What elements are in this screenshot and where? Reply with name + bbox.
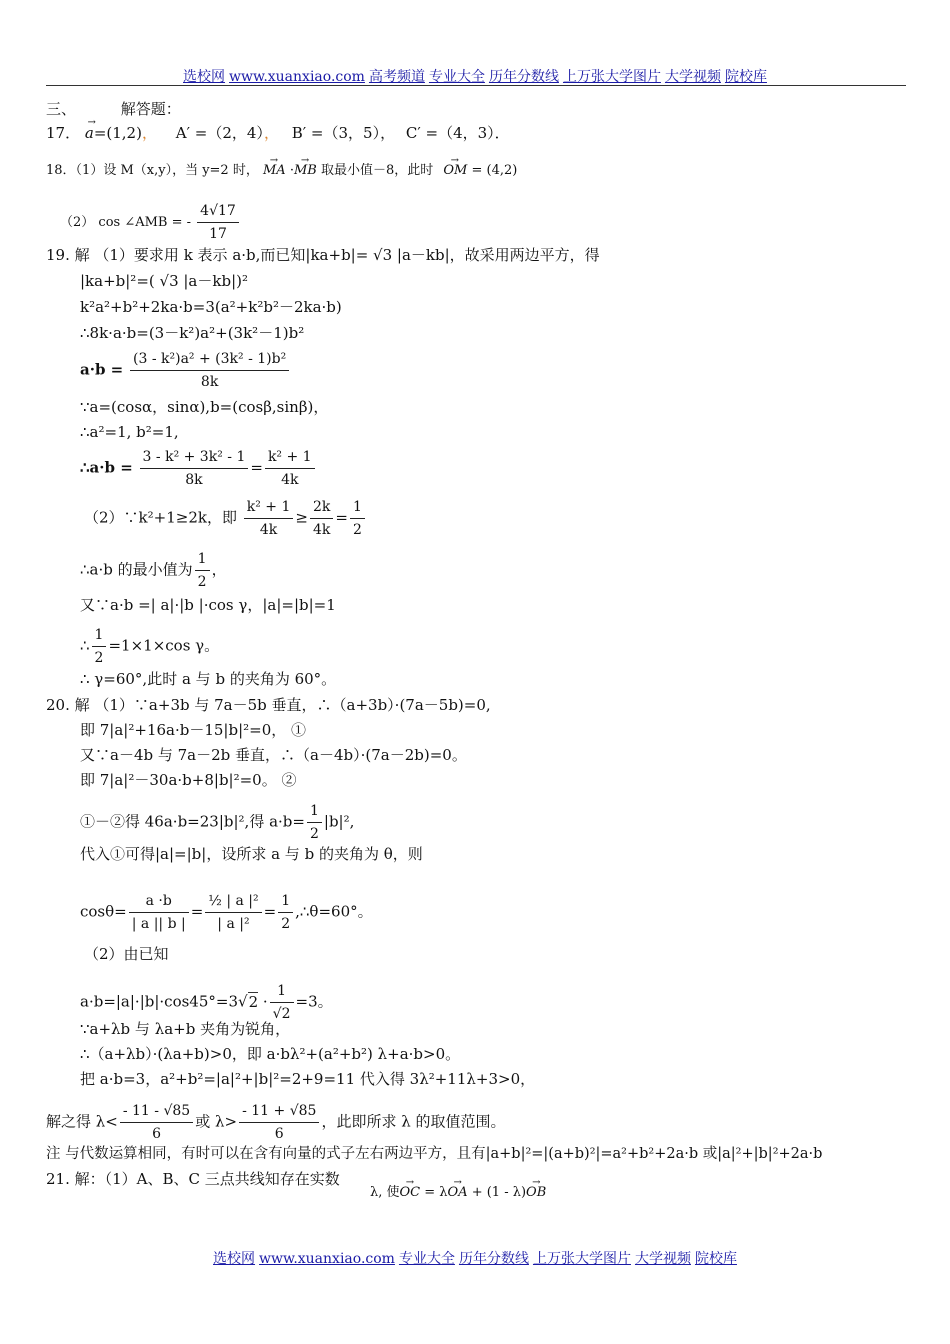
footer-link-photos[interactable]: 上万张大学图片: [532, 1251, 631, 1267]
q19-line5: [80, 348, 291, 393]
q19-frac9b: [310, 496, 333, 541]
q20-frac5: [307, 800, 322, 845]
q19-ab: a·b =: [80, 360, 124, 379]
q19-frac8b: [265, 446, 315, 491]
q17-sep2: ，: [263, 124, 279, 142]
q20-l7-text: cosθ=: [80, 902, 127, 921]
q18-line2: [60, 200, 241, 245]
q20-l13-text: 解之得 λ<: [46, 1112, 118, 1131]
q20-frac9-den: √2: [270, 1002, 294, 1025]
q17-vector-a: → a: [85, 122, 94, 144]
q20-frac7b-num: ½ | a |²: [208, 893, 259, 909]
q21-eq: = λ: [420, 1185, 448, 1200]
q19-line11: 又∵a·b =| a|·|b |·cos γ，|a|=|b|=1: [80, 596, 336, 614]
q18-text: 18．（1）设 M（x,y），当 y=2 时，: [46, 163, 259, 178]
q20-frac7a-den: | a || b |: [129, 912, 189, 935]
q18-om-value: = (4,2): [467, 163, 518, 178]
q18-vec-mb: → MB: [294, 160, 317, 182]
q21-vec-ob: → OB: [526, 1182, 546, 1204]
q20-line4: 即 7|a|²－30a·b+8|b|²=0。 ②: [80, 771, 297, 789]
q19-line3: k²a²+b²+2ka·b=3(a²+k²b²－2ka·b): [80, 298, 342, 316]
q18-line1: [46, 148, 517, 182]
q19-frac10-den: 2: [195, 570, 210, 593]
q20-l7-end: ,∴θ=60°。: [295, 902, 373, 921]
q18-cos: cos ∠AMB = -: [98, 215, 192, 230]
q20-l13-end: ，此即所求 λ 的取值范围。: [321, 1112, 506, 1131]
q18-part2-label: （2）: [60, 215, 95, 230]
q20-line6: 代入①可得|a|=|b|，设所求 a 与 b 的夹角为 θ，则: [80, 845, 423, 863]
q20-note: 注 与代数运算相同，有时可以在含有向量的式子左右两边平方，且有|a+b|²=|(a+b)²|=a²+b²+2a·b 或|a|²+|b|²+2a·b: [46, 1146, 823, 1162]
q20-frac13a: [120, 1100, 193, 1145]
q19-l12-text: =1×1×cos γ。: [108, 636, 220, 655]
q19-frac8b-num: k² + 1: [267, 449, 312, 465]
q17-b-prime: B′ =（3，5），: [291, 124, 396, 142]
q17-number: 17．: [46, 124, 81, 142]
q19-l12-therefore: ∴: [80, 636, 90, 655]
header-link-xuanxiao[interactable]: 选校网: [183, 69, 226, 85]
q19-frac9c: [350, 496, 365, 541]
q20-line11: ∴（a+λb）·(λa+b)>0，即 a·bλ²+(a²+b²) λ+a·b>0。: [80, 1045, 461, 1063]
header-link-majors[interactable]: 专业大全: [428, 69, 485, 85]
q19-frac10-num: 1: [197, 551, 207, 567]
q19-line2: |ka+b|²=( √3 |a－kb|)²: [80, 272, 248, 290]
q19-l9-text: （2）∵k²+1≥2k，即: [84, 508, 237, 527]
q20-line13: [46, 1100, 505, 1145]
section-number: 三、: [46, 100, 77, 118]
footer-link-majors[interactable]: 专业大全: [398, 1251, 455, 1267]
footer-link-colleges[interactable]: 院校库: [694, 1251, 737, 1267]
q20-l5-end: |b|²,: [323, 812, 355, 831]
q18-vec-om: → OM: [443, 160, 467, 182]
q20-l9-dot: ·: [258, 992, 268, 1011]
q19-line7: ∴a²=1, b²=1,: [80, 423, 179, 441]
q18-frac-den: 17: [197, 222, 239, 245]
q17-eq: =(1,2): [93, 124, 142, 142]
q21-lambda: λ, 使: [370, 1185, 400, 1200]
q21-vec-oa: → OA: [448, 1182, 468, 1204]
q20-frac13b-den: 6: [239, 1122, 319, 1145]
q19-l10-text: ∴a·b 的最小值为: [80, 560, 193, 579]
q19-ab2: ∴a·b =: [80, 458, 133, 477]
header-link-url[interactable]: www.xuanxiao.com: [229, 69, 365, 85]
q20-line1: 20. 解 （1）∵a+3b 与 7a－5b 垂直，∴（a+3b）·(7a－5b)=0,: [46, 696, 491, 714]
q20-line10: ∵a+λb 与 λa+b 夹角为锐角，: [80, 1020, 291, 1038]
q20-line3: 又∵a－4b 与 7a－2b 垂直，∴（a－4b）·(7a－2b)=0。: [80, 746, 467, 764]
q19-frac5-num: (3 - k²)a² + (3k² - 1)b²: [133, 351, 287, 367]
q19-frac5-den: 8k: [130, 370, 289, 393]
q20-frac7c: [278, 890, 293, 935]
q20-frac7b: [205, 890, 261, 935]
q20-frac7b-den: | a |²: [205, 912, 261, 935]
q19-line9: （2）∵k²+1≥2k，即 $\frac{\text{k² + 1}}{4k}$ ≥ $\frac{2k}{4k}$ = $\frac{1}{2}$: [84, 496, 367, 541]
q19-frac9b-den: 4k: [310, 518, 333, 541]
q20-frac7c-den: 2: [278, 912, 293, 935]
header-rule: [46, 85, 906, 86]
footer-link-xuanxiao[interactable]: 选校网: [213, 1251, 256, 1267]
page-footer: [0, 1248, 950, 1268]
header-link-scores[interactable]: 历年分数线: [488, 69, 559, 85]
header-link-gaokao[interactable]: 高考频道: [368, 69, 425, 85]
footer-link-videos[interactable]: 大学视频: [634, 1251, 691, 1267]
q20-l9-radicand: 2: [248, 992, 259, 1011]
q18-frac-num: 4√17: [200, 203, 236, 219]
q20-frac5-den: 2: [307, 822, 322, 845]
q20-l5-text: ①－②得 46a·b=23|b|²,得 a·b=: [80, 812, 305, 831]
q21-plus: + (1 - λ): [467, 1185, 527, 1200]
q20-frac9-num: 1: [277, 983, 287, 999]
q17-sep: ，: [141, 124, 157, 142]
q20-l13-or: 或 λ>: [195, 1112, 238, 1131]
q20-frac13b: [239, 1100, 319, 1145]
q18-fraction: [197, 200, 239, 245]
q19-frac9a-num: k² + 1: [246, 499, 291, 515]
q18-mid: 取最小值－8，此时: [320, 163, 434, 178]
q19-frac8a-den: 8k: [140, 468, 249, 491]
q21-line2: [370, 1182, 546, 1204]
q19-frac9a: [244, 496, 294, 541]
section-title: 解答题：: [120, 100, 181, 118]
q20-l9-end: =3。: [295, 992, 333, 1011]
section-heading: [46, 98, 181, 120]
q19-frac9a-den: 4k: [244, 518, 294, 541]
q20-line9: a·b=|a|·|b|·cos45°=3√2 · $\frac{1}{√2}$ =3。: [80, 980, 333, 1025]
footer-link-url[interactable]: www.xuanxiao.com: [259, 1251, 395, 1267]
q19-frac5: [130, 348, 289, 393]
q19-line13: ∴ γ=60°,此时 a 与 b 的夹角为 60°。: [80, 670, 337, 688]
q17-c-prime: C′ =（4，3）．: [405, 124, 510, 142]
header-link-photos[interactable]: 上万张大学图片: [562, 69, 661, 85]
q17-a-prime: A′ =（2，4）: [175, 124, 264, 142]
q20-frac13b-num: - 11 + √85: [242, 1103, 317, 1119]
page-header: [0, 66, 950, 86]
q18-vec-ma: → MA: [263, 160, 286, 182]
q19-frac8a: [140, 446, 249, 491]
q19-line10: [80, 548, 227, 593]
q19-line1: 19. 解 （1）要求用 k 表示 a·b,而已知|ka+b|= √3 |a－kb|，故采用两边平方，得: [46, 246, 600, 264]
q20-frac7a: [129, 890, 189, 935]
q19-line12: [80, 624, 219, 669]
q19-frac9c-den: 2: [350, 518, 365, 541]
q19-frac8a-num: 3 - k² + 3k² - 1: [142, 449, 246, 465]
q20-frac7a-num: a ·b: [145, 893, 172, 909]
q19-frac9c-num: 1: [352, 499, 362, 515]
q19-frac12: [92, 624, 107, 669]
q18-dot: ·: [285, 163, 294, 178]
q20-line2: 即 7|a|²+16a·b－15|b|²=0， ①: [80, 721, 307, 739]
q20-frac5-num: 1: [309, 803, 319, 819]
q19-frac9b-num: 2k: [312, 499, 331, 515]
q20-frac13a-num: - 11 - √85: [122, 1103, 191, 1119]
q20-line12: 把 a·b=3，a²+b²=|a|²+|b|²=2+9=11 代入得 3λ²+11λ+3>0，: [80, 1070, 536, 1088]
q19-l10-end: ，: [211, 560, 227, 579]
q20-line8: （2）由已知: [84, 945, 169, 963]
q21-line1: 21. 解：（1）A、B、C 三点共线知存在实数: [46, 1170, 340, 1188]
q19-line6: ∵a=(cosα，sinα),b=(cosβ,sinβ)，: [80, 398, 329, 416]
q20-line5: [80, 800, 354, 845]
q20-frac13a-den: 6: [120, 1122, 193, 1145]
q19-line4: ∴8k·a·b=(3－k²)a²+(3k²－1)b²: [80, 324, 305, 342]
q20-frac7c-num: 1: [281, 893, 291, 909]
q19-frac12-den: 2: [92, 646, 107, 669]
header-link-colleges[interactable]: 院校库: [724, 69, 767, 85]
q19-frac10: [195, 548, 210, 593]
q19-ge: ≥: [295, 508, 308, 527]
q17-line: [46, 122, 510, 144]
q19-frac8b-den: 4k: [265, 468, 315, 491]
q19-line8: ∴a·b = $\frac{\text{3 - k² + 3k² - 1}}{8k}$ = $\frac{\text{k² + 1}}{4k}$: [80, 446, 317, 491]
footer-link-scores[interactable]: 历年分数线: [458, 1251, 529, 1267]
q20-line7: cosθ= $\frac{a \cdot b}{| a || b |}$ = $\frac{\text{½ | a |²}}{\text{| a |²}}$ = $\frac{1}{2}$ ,∴θ=60°。: [80, 890, 373, 935]
q19-frac12-num: 1: [94, 627, 104, 643]
header-link-videos[interactable]: 大学视频: [664, 69, 721, 85]
q21-vec-oc: → OC: [400, 1182, 421, 1204]
q20-l9-text: a·b=|a|·|b|·cos45°=3: [80, 992, 239, 1011]
